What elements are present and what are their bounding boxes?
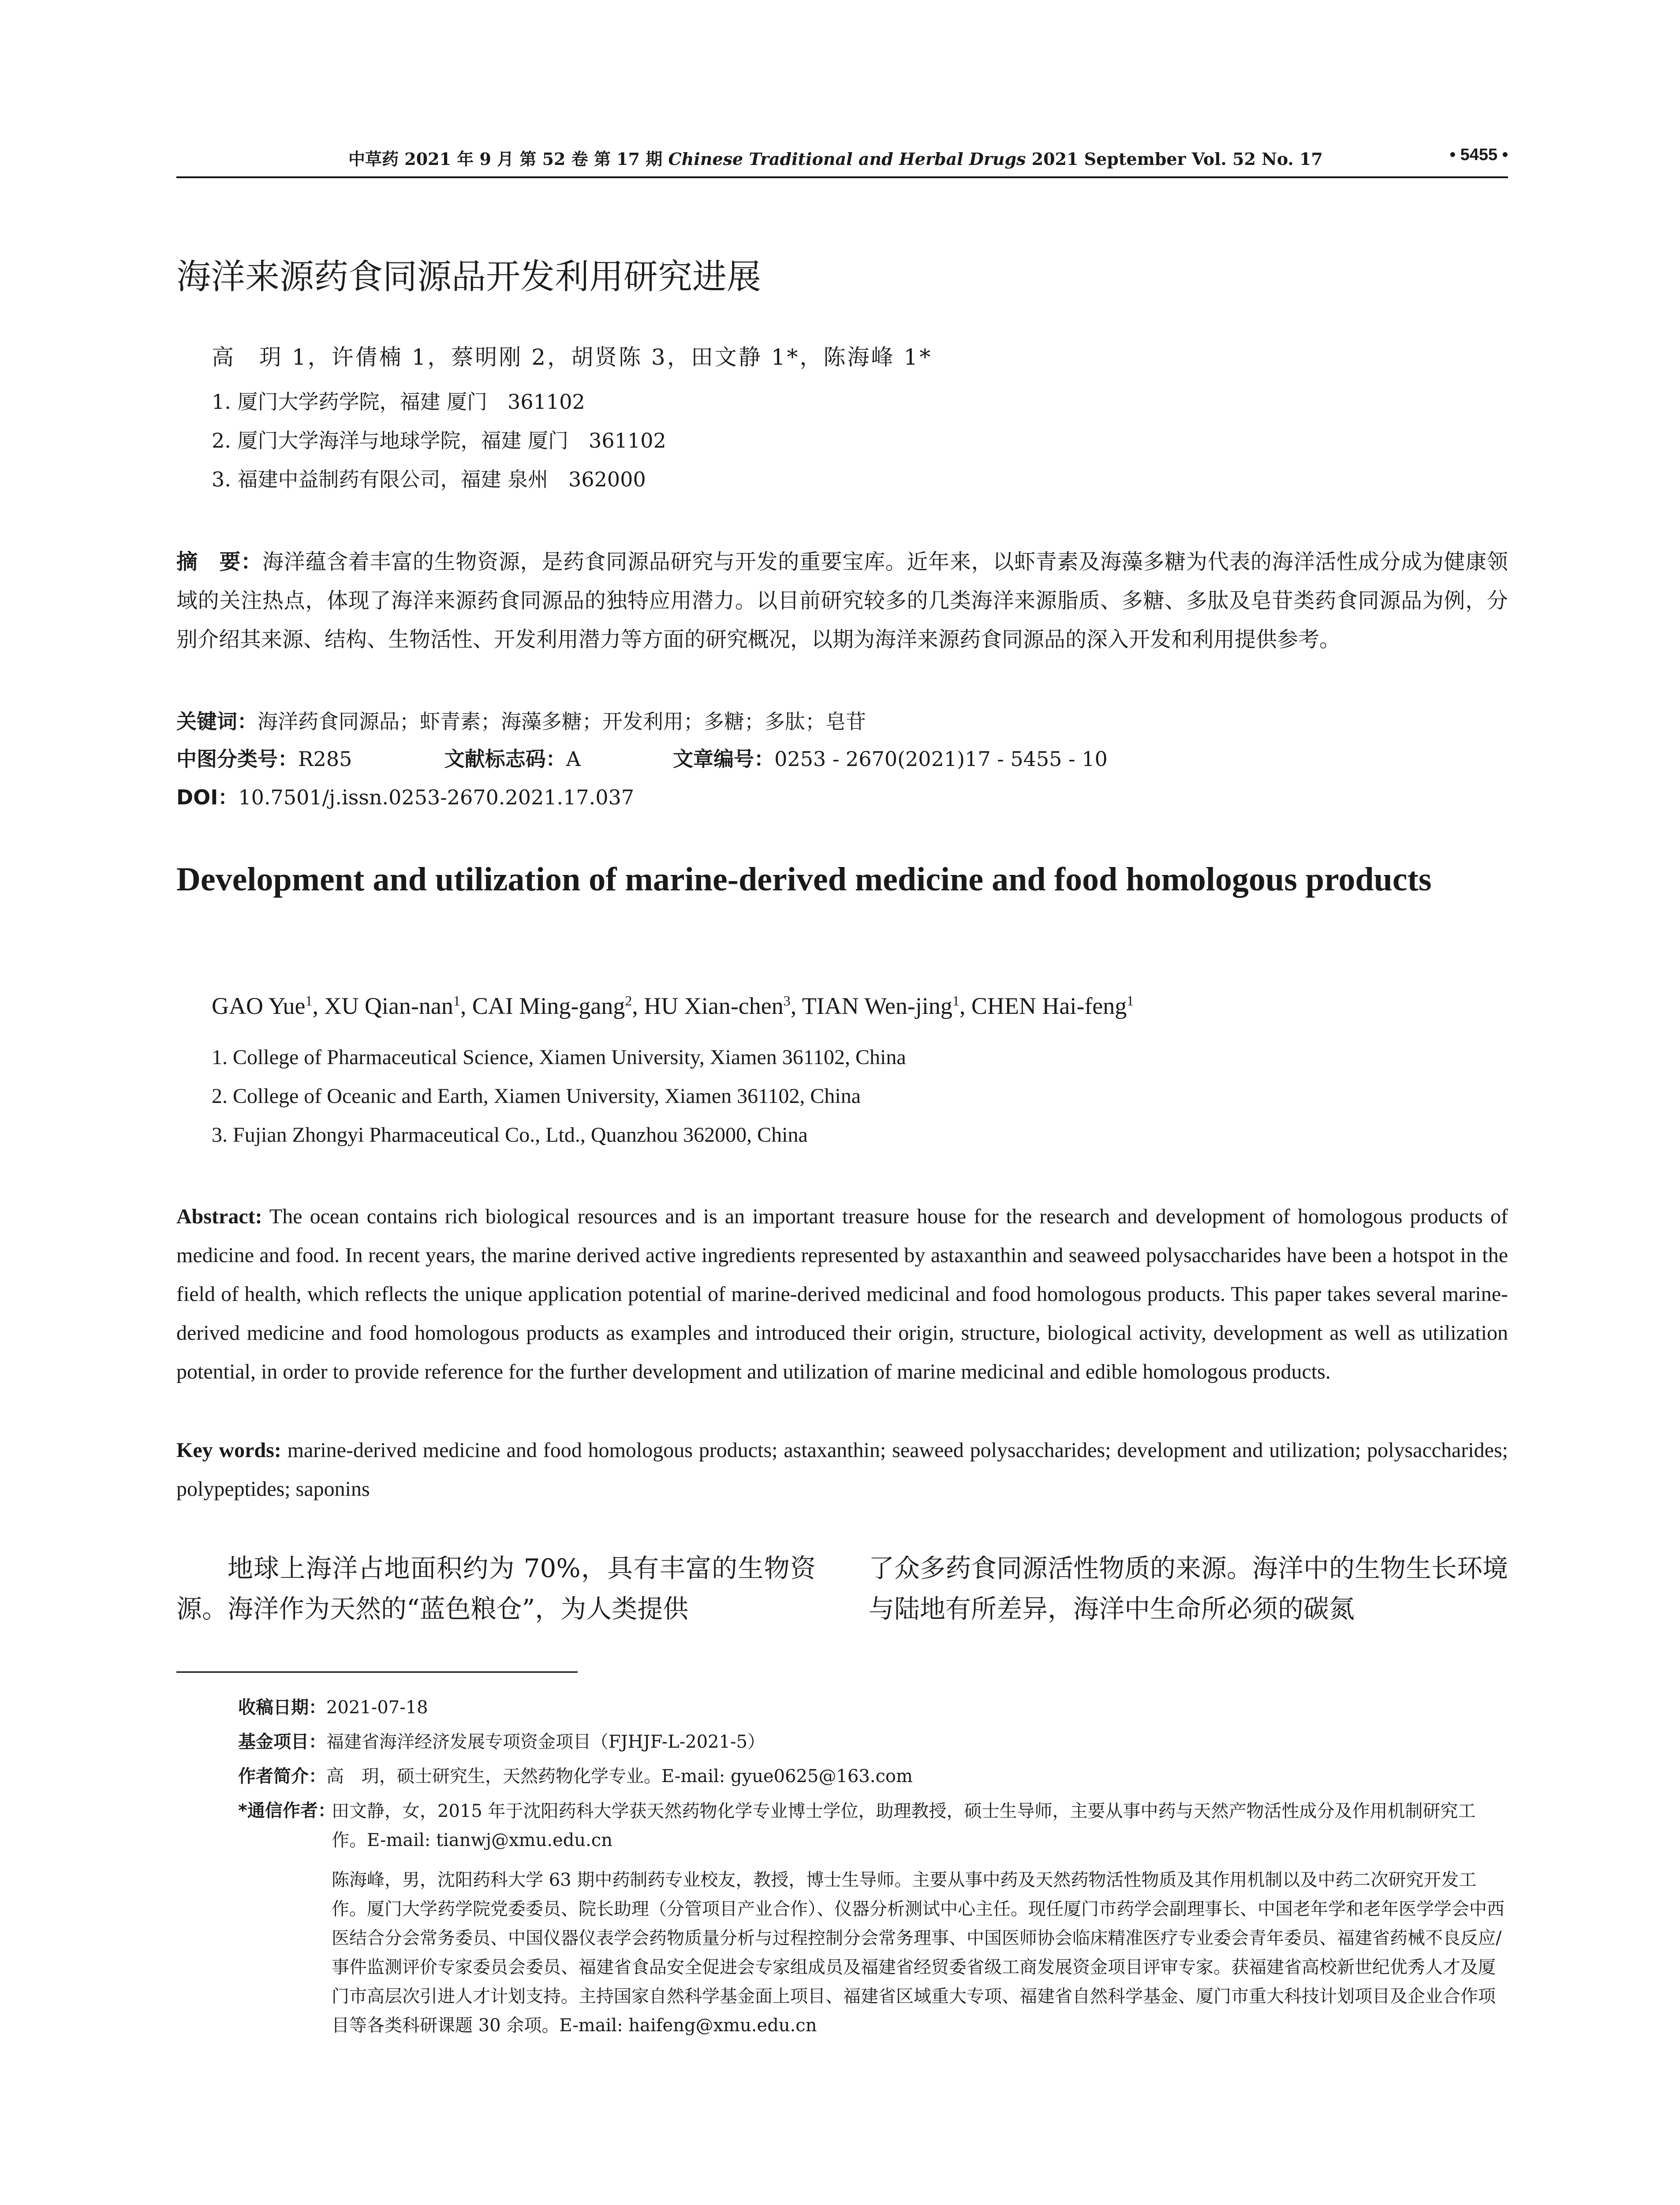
classification-row [176, 743, 1108, 772]
journal-name-cn: 中草药 [348, 149, 399, 169]
keywords-cn-label: 关键词： [176, 710, 258, 733]
affiliation-en-1: 1. College of Pharmaceutical Science, Xiamen University, Xiamen 361102, China [212, 1046, 906, 1069]
abstract-cn [176, 542, 1508, 659]
affiliation-cn-1: 1. 厦门大学药学院，福建 厦门 361102 [212, 390, 585, 414]
title-cn: 海洋来源药食同源品开发利用研究进展 [176, 257, 762, 297]
issue-en: 2021 September Vol. 52 No. 17 [1031, 149, 1323, 169]
footnote-corresponding-chen: 陈海峰，男，沈阳药科大学 63 期中药制药专业校友，教授，博士生导师。主要从事中药及天然药物活性物质及其作用机制以及中药二次研究开发工作。厦门大学药学院党委委员、院长助理（分管项目产业合作）、仪器分析测试中心主任。现任厦门市药学会副理事长、中国老年学和老年医学学会中西医结合分会常务委员、中国仪器仪表学会药物质量分析与过程控制分会常务理事、中国医师协会临床精准医疗专业委会青年委员、福建省药械不良反应/事件监测评价专家委员会委员、福建省食品安全促进会专家组成员及福建省经贸委省级工商发展资金项目评审专家。获福建省高校新世纪优秀人才及厦门市高层次引进人才计划支持。主持国家自然科学基金面上项目、福建省区域重大专项、福建省自然科学基金、厦门市重大科技计划项目及企业合作项目等各类科研课题 30 余项。E-mail: haifeng@xmu.edu.cn [332, 1870, 1505, 2036]
author-aff-sup: 1 [453, 993, 460, 1009]
running-header [176, 146, 1508, 177]
footnote-received [238, 1693, 428, 1719]
footnote-corresponding-label [238, 1797, 336, 1822]
affiliation-cn-2: 2. 厦门大学海洋与地球学院，福建 厦门 361102 [212, 429, 666, 452]
author-en: CAI Ming-gang [472, 993, 625, 1019]
doc-code-value: A [566, 747, 581, 771]
received-value: 2021-07-18 [326, 1697, 428, 1718]
body-column-left: 地球上海洋占地面积约为 70%，具有丰富的生物资源。海洋作为天然的“蓝色粮仓”，为人类提供 [176, 1553, 816, 1624]
fund-label: 基金项目： [238, 1732, 326, 1752]
issue-cn: 2021 年 9 月 第 52 卷 第 17 期 [404, 149, 663, 169]
clc-value: R285 [298, 747, 352, 771]
header-rule [176, 176, 1508, 178]
doi-line [176, 781, 634, 811]
corresponding-label: *通信作者： [238, 1801, 336, 1821]
clc-label: 中图分类号： [176, 747, 298, 771]
keywords-en-label: Key words: [176, 1439, 281, 1462]
header-citation [348, 146, 1323, 170]
abstract-cn-text: 海洋蕴含着丰富的生物资源，是药食同源品研究与开发的重要宝库。近年来，以虾青素及海藻多糖为代表的海洋活性成分成为健康领域的关注热点，体现了海洋来源药食同源品的独特应用潜力。以目前研究较多的几类海洋来源脂质、多糖、多肽及皂苷类药食同源品为例，分别介绍其来源、结构、生物活性、开发利用潜力等方面的研究概况，以期为海洋来源药食同源品的深入开发和利用提供参考。 [176, 549, 1508, 652]
keywords-cn [176, 706, 866, 735]
authors-cn: 高 玥 1，许倩楠 1，蔡明刚 2，胡贤陈 3，田文静 1*，陈海峰 1* [212, 344, 933, 370]
doi-label: DOI： [176, 785, 239, 809]
author-aff-sup: 3 [783, 993, 791, 1009]
author-en: TIAN Wen-jing [802, 993, 952, 1019]
body-column-right: 了众多药食同源活性物质的来源。海洋中的生物生长环境与陆地有所差异，海洋中生命所必须的碳氮 [869, 1553, 1508, 1624]
received-label: 收稿日期： [238, 1697, 326, 1718]
author-en: GAO Yue [212, 993, 306, 1019]
footnote-author-bio [238, 1762, 913, 1787]
journal-name-en: Chinese Traditional and Herbal Drugs [668, 149, 1026, 169]
page-number: • 5455 • [1449, 146, 1508, 164]
footnote-rule [176, 1671, 578, 1673]
footnote-corresponding-tian: 田文静，女，2015 年于沈阳药科大学获天然药物化学专业博士学位，助理教授，硕士生导师，主要从事中药与天然产物活性成分及作用机制研究工作。E-mail: tianwj@xmu.edu.cn [332, 1801, 1476, 1850]
authors-en: GAO Yue$^1$, XU Qian-nan$^1$, CAI Ming-gang$^2$, HU Xian-chen$^3$, TIAN Wen-jing$^1$, CHEN Hai-feng$^1$ [212, 993, 1134, 1019]
abstract-en-label: Abstract: [176, 1205, 262, 1228]
author-aff-sup: 1 [1127, 993, 1134, 1009]
fund-value: 福建省海洋经济发展专项资金项目（FJHJF-L-2021-5） [326, 1732, 765, 1752]
affiliation-cn-3: 3. 福建中益制药有限公司，福建 泉州 362000 [212, 467, 646, 491]
doc-code-label: 文献标志码： [444, 747, 566, 771]
author-aff-sup: 2 [625, 993, 632, 1009]
abstract-en [176, 1197, 1508, 1391]
doi-value[interactable]: 10.7501/j.issn.0253-2670.2021.17.037 [238, 785, 635, 809]
abstract-cn-label: 摘 要： [176, 549, 262, 574]
author-aff-sup: 1 [305, 993, 313, 1009]
affiliation-en-2: 2. College of Oceanic and Earth, Xiamen University, Xiamen 361102, China [212, 1084, 861, 1108]
footnote-fund [238, 1728, 765, 1753]
keywords-en-text: marine-derived medicine and food homologous products; astaxanthin; seaweed polysaccharides; development and utilization; polysaccharides; polypeptides; saponins [176, 1439, 1508, 1501]
abstract-en-text: The ocean contains rich biological resources and is an important treasure house for the research and development of homologous products of medicine and food. In recent years, the marine derived active ingredients represented by astaxanthin and seaweed polysaccharides have been a hotspot in the field of health, which reflects the unique application potential of marine-derived medicinal and food homologous products. This paper takes several marine-derived medicine and food homologous products as examples and introduced their origin, structure, biological activity, development as well as utilization potential, in order to provide reference for the further development and utilization of marine medicinal and edible homologous products. [176, 1205, 1508, 1383]
author-bio-label: 作者简介： [238, 1766, 326, 1786]
author-en: XU Qian-nan [324, 993, 453, 1019]
article-no-label: 文章编号： [673, 747, 775, 771]
keywords-cn-text: 海洋药食同源品；虾青素；海藻多糖；开发利用；多糖；多肽；皂苷 [258, 710, 866, 733]
article-no-value: 0253 - 2670(2021)17 - 5455 - 10 [774, 747, 1108, 771]
author-en: HU Xian-chen [644, 993, 784, 1019]
keywords-en [176, 1431, 1508, 1509]
author-en: CHEN Hai-feng [971, 993, 1127, 1019]
affiliation-en-3: 3. Fujian Zhongyi Pharmaceutical Co., Ltd., Quanzhou 362000, China [212, 1123, 808, 1147]
author-aff-sup: 1 [952, 993, 959, 1009]
title-en: Development and utilization of marine-derived medicine and food homologous products [176, 861, 1432, 898]
author-bio-value: 高 玥，硕士研究生，天然药物化学专业。E-mail: gyue0625@163.com [326, 1766, 913, 1786]
